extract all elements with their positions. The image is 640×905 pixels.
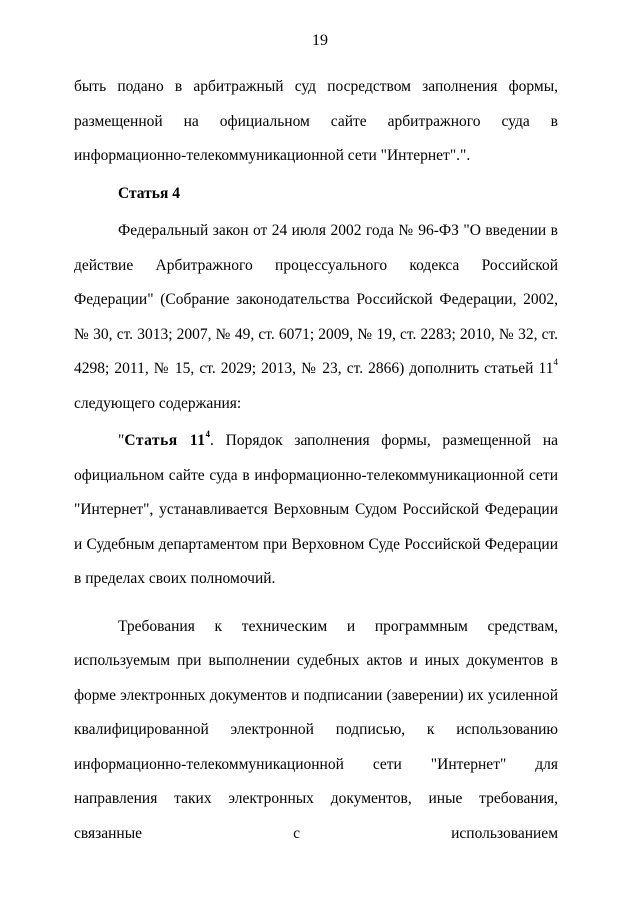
article-heading: Статья 4 <box>118 184 180 202</box>
paragraph-continuation: быть подано в арбитражный суд посредством заполнения формы, размещенной на официальном сайте арбитражного суда в информационно-телекоммуникационной сети "Интернет".". <box>74 78 558 164</box>
paragraph-new-article <box>74 424 558 597</box>
amendment-text: Федеральный закон от 24 июля 2002 года № 96-ФЗ "О введении в действие Арбитражного процессуального кодекса Российской Федерации" (Собрание законодательства Российской Федерации, 2002, № 30, ст. 3013; 2007, № 49, ст. 6071; 2009, № 19, ст. 2283; 2010, № 32, ст. 4298; 2011, № 15, ст. 2029; 2013, № 23, ст. 2866) дополнить статьей 11 <box>74 222 558 377</box>
new-article-superscript: 4 <box>205 428 211 439</box>
amendment-superscript: 4 <box>553 356 558 367</box>
paragraph-requirements: Требования к техническим и программным средствам, используемым при выполнении судебных актов и иных документов в форме электронных документов и подписании (заверении) их усиленной квалифицированной электронной подписью, к использованию информационно-телекоммуникационной сети "Интернет" для направления таких электронных документов, иные требования, связанные с использованием <box>74 617 558 842</box>
document-body <box>74 70 558 851</box>
quote-open: " <box>118 432 125 449</box>
new-article-text: . Порядок заполнения формы, размещенной на официальном сайте суда в информационно-телекоммуникационной сети "Интернет", устанавливается Верховным Судом Российской Федерации и Судебным департаментом при Верховном Суде Российской Федерации в пределах своих полномочий. <box>74 432 558 587</box>
page-number: 19 <box>312 32 328 49</box>
new-article-title: Статья 11 <box>124 432 206 449</box>
paragraph-amendment <box>74 214 558 421</box>
amendment-tail: следующего содержания: <box>74 394 242 412</box>
